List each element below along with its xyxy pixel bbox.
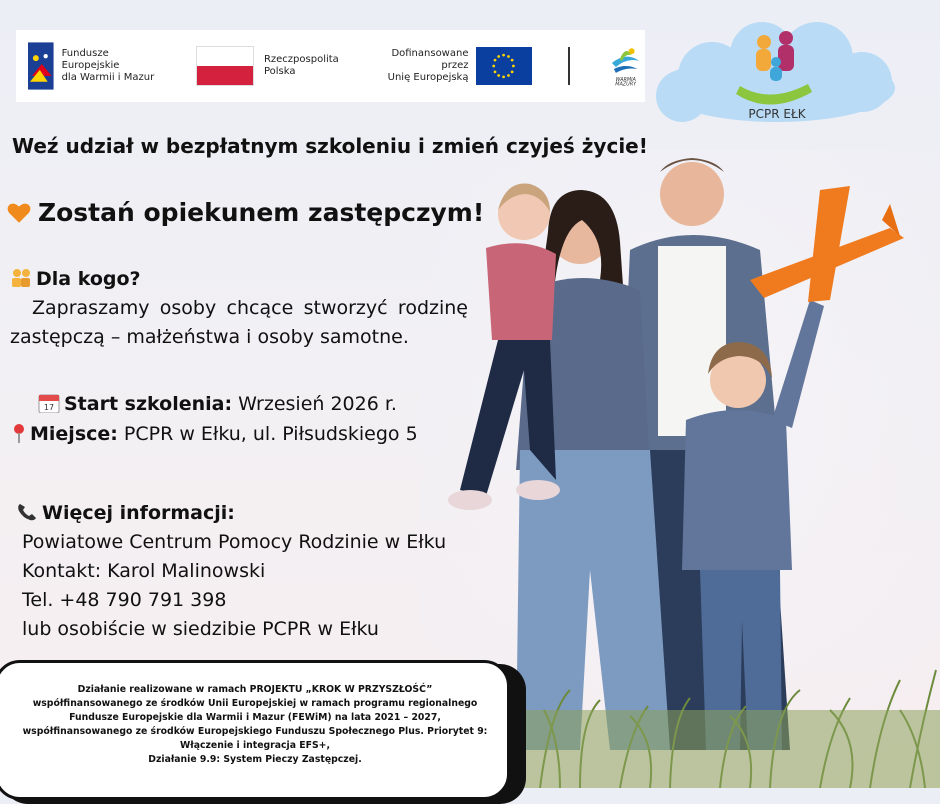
orange-heart-icon <box>6 200 32 226</box>
funding-notice <box>0 660 510 800</box>
notice-line5: Włączenie i integracja EFS+, <box>180 740 330 751</box>
notice-line2: współfinansowanego ze środków Unii Europejskiej w ramach programu regionalnego <box>32 698 478 709</box>
for-whom-title: Dla kogo? <box>36 268 141 290</box>
svg-text:WARMIA: WARMIA <box>615 76 636 83</box>
fe-line1: Fundusze Europejskie <box>61 48 120 71</box>
info-title: Więcej informacji: <box>42 502 235 524</box>
logo-bar <box>16 30 645 102</box>
for-whom-title-row <box>10 265 468 294</box>
for-whom-section <box>10 265 468 352</box>
eu-logo <box>363 47 532 85</box>
notice-line3: Fundusze Europejskie dla Warmii i Mazur (FEWiM) na lata 2021 – 2027, <box>69 712 441 723</box>
polish-flag-icon <box>196 46 254 86</box>
info-line2: Kontakt: Karol Malinowski <box>22 560 266 582</box>
eu-line1: Dofinansowane przez <box>391 48 469 71</box>
place-row <box>12 420 418 449</box>
rp-line1: Rzeczpospolita <box>263 54 339 65</box>
rp-logo <box>168 46 339 86</box>
pcpr-label: PCPR EŁK <box>748 107 806 121</box>
warmia-mazury-logo-icon <box>606 45 645 87</box>
place-label: Miejsce: <box>30 423 118 445</box>
logo-divider <box>568 47 570 85</box>
pcpr-elk-logo <box>652 18 902 130</box>
for-whom-line1: Zapraszamy osoby chcące stworzyć rodzinę <box>32 297 468 319</box>
eu-flag-icon <box>476 47 531 85</box>
info-line4: lub osobiście w siedzibie PCPR w Ełku <box>22 618 379 640</box>
info-line1: Powiatowe Centrum Pomocy Rodzinie w Ełku <box>22 531 447 553</box>
headline: Weź udział w bezpłatnym szkoleniu i zmień czyjeś życie! <box>12 134 648 158</box>
rp-line2: Polska <box>263 66 296 77</box>
svg-text:17: 17 <box>43 403 55 412</box>
eu-line2: Unię Europejską <box>387 72 469 83</box>
people-icon <box>10 268 32 288</box>
start-row <box>38 390 397 419</box>
fe-logo <box>16 42 168 90</box>
start-label: Start szkolenia: <box>64 393 233 415</box>
phone-icon <box>16 502 38 522</box>
notice-line1: Działanie realizowane w ramach PROJEKTU „KROK W PRZYSZŁOŚĆ” <box>77 684 433 695</box>
notice-line6: Działanie 9.9: System Pieczy Zastępczej. <box>148 754 362 765</box>
subheadline: Zostań opiekunem zastępczym! <box>38 198 485 227</box>
start-value: Wrzesień 2026 r. <box>238 393 397 415</box>
info-title-row <box>16 499 446 528</box>
info-section <box>16 499 446 644</box>
pin-icon <box>12 423 26 443</box>
fe-line2: dla Warmii i Mazur <box>61 72 155 83</box>
place-value: PCPR w Ełku, ul. Piłsudskiego 5 <box>123 423 418 445</box>
for-whom-line2: zastępczą – małżeństwa i osoby samotne. <box>10 326 409 348</box>
fe-flag-icon <box>28 42 54 90</box>
subheadline-row <box>6 198 484 227</box>
calendar-icon <box>38 393 60 413</box>
notice-line4: współfinansowanego ze środków Europejskiego Funduszu Społecznego Plus. Priorytet 9: <box>22 726 488 737</box>
svg-text:MAZURY: MAZURY <box>614 81 636 87</box>
info-line3: Tel. +48 790 791 398 <box>22 589 227 611</box>
